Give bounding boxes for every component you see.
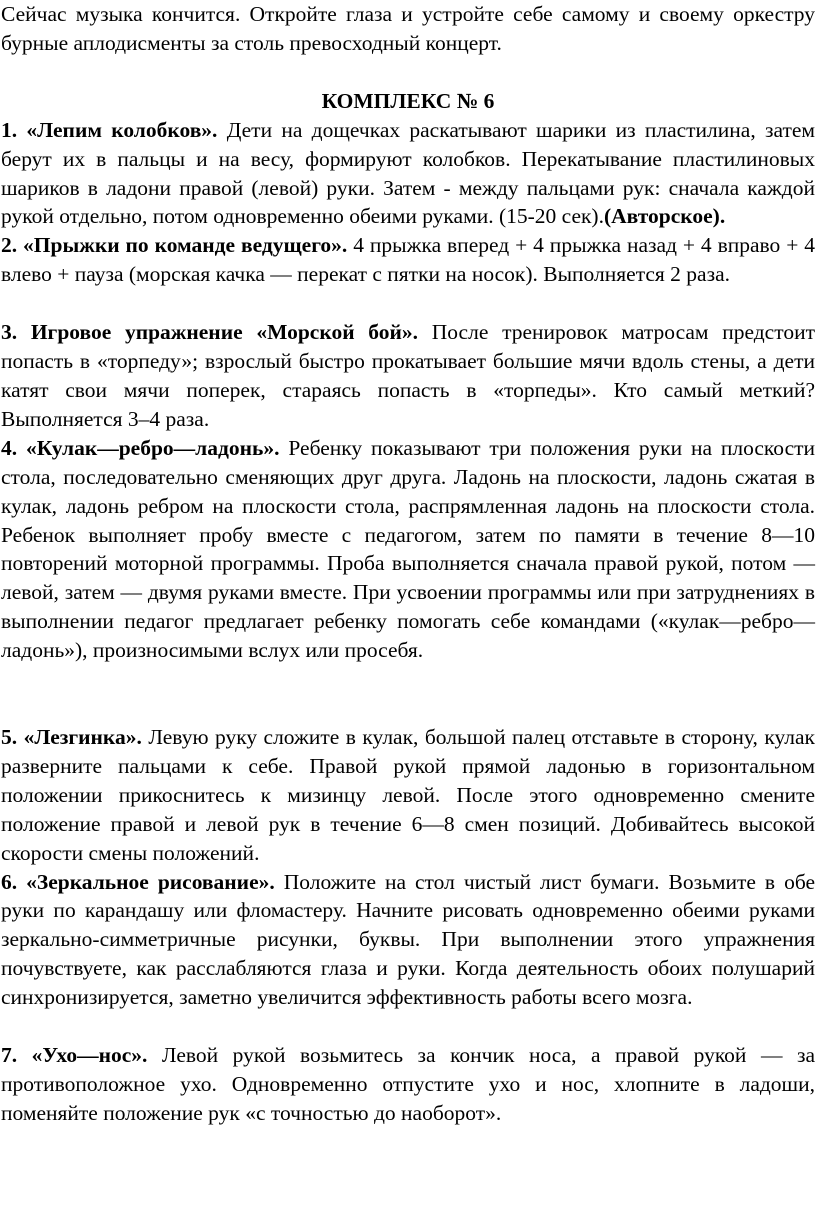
exercise-4-number: 4. <box>1 435 18 460</box>
exercise-4-name: «Кулак—ребро—ладонь». <box>26 435 280 460</box>
exercise-3 <box>1 318 815 434</box>
exercise-1 <box>1 116 815 232</box>
exercise-7 <box>1 1041 815 1128</box>
exercise-1-author: (Авторское). <box>603 204 726 229</box>
exercise-6-text: Положите на стол чистый лист бумаги. Возьмите в обе руки по карандашу или фломастеру. Начните рисовать одновременно обеими руками зеркально-симметричные рисунки, буквы. При выполнении этого упражнения почувствуете, как расслабляются глаза и руки. Когда деятельность обоих полушарий синхронизируется, заметно увеличится эффективность работы всего мозга. <box>1 869 816 1010</box>
spacer <box>1 665 815 723</box>
exercise-7-name: «Ухо—нос». <box>31 1043 148 1068</box>
exercise-3-name: Игровое упражнение «Морской бой». <box>30 320 419 345</box>
exercise-6-name: «Зеркальное рисование». <box>26 869 275 894</box>
exercise-2-number: 2. <box>1 233 18 258</box>
exercise-2-name: «Прыжки по команде ведущего». <box>23 233 348 258</box>
complex-title: КОМПЛЕКС № 6 <box>321 88 495 113</box>
exercise-4 <box>1 434 815 665</box>
exercise-5-number: 5. <box>1 725 18 750</box>
exercise-7-number: 7. <box>1 1043 18 1068</box>
spacer <box>1 1012 815 1041</box>
exercise-5-name: «Лезгинка». <box>23 725 142 750</box>
exercise-5 <box>1 723 815 868</box>
spacer <box>1 289 815 318</box>
exercise-5-text: Левую руку сложите в кулак, большой палец отставьте в сторону, кулак разверните пальцами к себе. Правой рукой прямой ладонью в горизонтальном положении прикоснитесь к мизинцу левой. После этого одновременно смените положение правой и левой рук в течение 6—8 смен позиций. Добивайтесь высокой скорости смены положений. <box>1 725 816 865</box>
exercise-1-number: 1. <box>1 117 18 142</box>
intro-paragraph: Сейчас музыка кончится. Откройте глаза и устройте себе самому и своему оркестру бурные аплодисменты за столь превосходный концерт. <box>1 2 815 55</box>
exercise-1-name: «Лепим колобков». <box>26 117 218 142</box>
exercise-6-number: 6. <box>1 869 18 894</box>
exercise-4-text: Ребенку показывают три положения руки на плоскости стола, последовательно сменяющих друг друга. Ладонь на плоскости, ладонь сжатая в кулак, ладонь ребром на плоскости стола, распрямленная ладонь на плоскости стола. Ребенок выполняет пробу вместе с педагогом, затем по памяти в течение 8—10 повторений моторной программы. Проба выполняется сначала правой рукой, потом — левой, затем — двумя руками вместе. При усвоении программы или при затруднениях в выполнении педагог предлагает ребенку помогать себе командами («кулак—ребро—ладонь»), произносимыми вслух или просебя. <box>1 435 816 663</box>
exercise-2-text: 4 прыжка вперед + 4 прыжка назад + 4 вправо + 4 влево + пауза (морская качка — перекат с пятки на носок). Выполняется 2 раза. <box>1 233 816 287</box>
exercise-7-text: Левой рукой возьмитесь за кончик носа, а правой рукой — за противоположное ухо. Одновременно отпустите ухо и нос, хлопните в ладоши, поменяйте положение рук «с точностью до наоборот». <box>1 1043 816 1125</box>
exercise-1-text: Дети на дощечках раскатывают шарики из пластилина, затем берут их в пальцы и на весу, формируют колобков. Перекатывание пластилиновых шариков в ладони правой (левой) руки. Затем - между пальцами рук: сначала каждой рукой отдельно, потом одновременно обеими руками. (15-20 сек). <box>1 117 816 229</box>
exercise-6 <box>1 868 815 1013</box>
exercise-2 <box>1 231 815 289</box>
exercise-3-text: После тренировок матросам предстоит попасть в «торпеду»; взрослый быстро прокатывает большие мячи вдоль стены, а дети катят свои мячи поперек, стараясь попасть в «торпеды». Кто самый меткий? Выполняется 3–4 раза. <box>1 320 815 431</box>
exercise-3-number: 3. <box>1 320 18 345</box>
